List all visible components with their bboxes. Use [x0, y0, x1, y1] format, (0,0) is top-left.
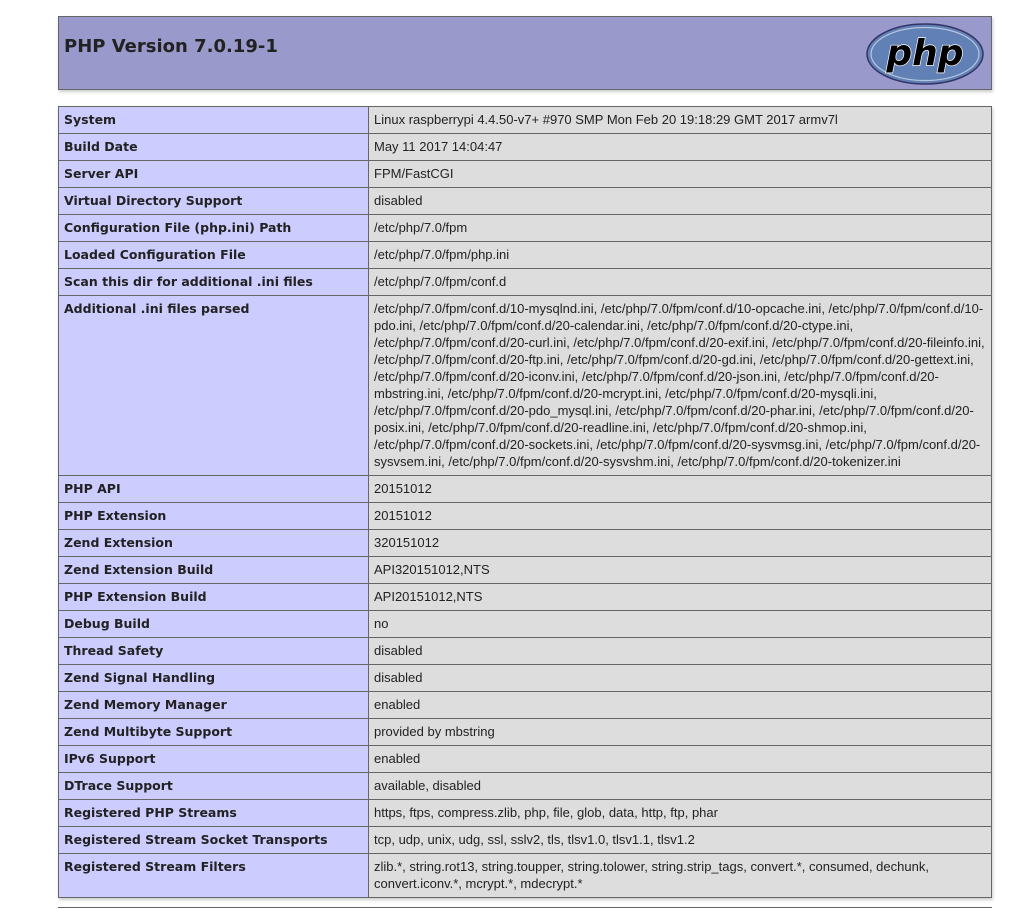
setting-name: Server API	[59, 161, 369, 188]
setting-name: DTrace Support	[59, 773, 369, 800]
setting-value: FPM/FastCGI	[369, 161, 992, 188]
table-row	[59, 242, 992, 269]
setting-name: Additional .ini files parsed	[59, 296, 369, 476]
setting-value: /etc/php/7.0/fpm/conf.d	[369, 269, 992, 296]
setting-value: API20151012,NTS	[369, 584, 992, 611]
table-row	[59, 584, 992, 611]
table-row	[59, 269, 992, 296]
setting-name: Registered Stream Filters	[59, 854, 369, 898]
php-logo[interactable]	[865, 22, 985, 86]
setting-name: Zend Extension Build	[59, 557, 369, 584]
setting-name: IPv6 Support	[59, 746, 369, 773]
table-row	[59, 773, 992, 800]
setting-name: Registered PHP Streams	[59, 800, 369, 827]
setting-value: https, ftps, compress.zlib, php, file, glob, data, http, ftp, phar	[369, 800, 992, 827]
page-title: PHP Version 7.0.19-1	[64, 36, 278, 57]
setting-value: /etc/php/7.0/fpm/php.ini	[369, 242, 992, 269]
setting-value: available, disabled	[369, 773, 992, 800]
setting-value: no	[369, 611, 992, 638]
table-row	[59, 665, 992, 692]
setting-value: disabled	[369, 188, 992, 215]
setting-name: Zend Memory Manager	[59, 692, 369, 719]
table-row	[59, 827, 992, 854]
table-row	[59, 530, 992, 557]
setting-value: 20151012	[369, 476, 992, 503]
setting-name: Zend Extension	[59, 530, 369, 557]
page-header	[58, 16, 992, 90]
php-logo-text: php	[886, 33, 964, 74]
setting-name: PHP API	[59, 476, 369, 503]
setting-value: May 11 2017 14:04:47	[369, 134, 992, 161]
setting-name: Build Date	[59, 134, 369, 161]
setting-value: 20151012	[369, 503, 992, 530]
table-row	[59, 476, 992, 503]
setting-name: Thread Safety	[59, 638, 369, 665]
setting-name: Registered Stream Socket Transports	[59, 827, 369, 854]
php-info-table	[58, 106, 992, 898]
setting-value: tcp, udp, unix, udg, ssl, sslv2, tls, tlsv1.0, tlsv1.1, tlsv1.2	[369, 827, 992, 854]
table-row	[59, 719, 992, 746]
setting-name: Debug Build	[59, 611, 369, 638]
setting-name: PHP Extension Build	[59, 584, 369, 611]
setting-value: provided by mbstring	[369, 719, 992, 746]
setting-value: disabled	[369, 638, 992, 665]
table-row	[59, 188, 992, 215]
setting-name: Configuration File (php.ini) Path	[59, 215, 369, 242]
table-row	[59, 161, 992, 188]
setting-name: Loaded Configuration File	[59, 242, 369, 269]
table-row	[59, 692, 992, 719]
setting-value: /etc/php/7.0/fpm	[369, 215, 992, 242]
table-row	[59, 503, 992, 530]
setting-name: Zend Signal Handling	[59, 665, 369, 692]
section-divider	[58, 907, 992, 908]
table-row	[59, 215, 992, 242]
table-row	[59, 638, 992, 665]
table-row	[59, 557, 992, 584]
table-row	[59, 746, 992, 773]
setting-value: disabled	[369, 665, 992, 692]
table-row	[59, 134, 992, 161]
table-row	[59, 107, 992, 134]
setting-name: Zend Multibyte Support	[59, 719, 369, 746]
setting-name: Scan this dir for additional .ini files	[59, 269, 369, 296]
table-row	[59, 854, 992, 898]
setting-value: enabled	[369, 746, 992, 773]
setting-name: System	[59, 107, 369, 134]
setting-value: API320151012,NTS	[369, 557, 992, 584]
table-row	[59, 611, 992, 638]
setting-name: PHP Extension	[59, 503, 369, 530]
setting-value: enabled	[369, 692, 992, 719]
setting-value: /etc/php/7.0/fpm/conf.d/10-mysqlnd.ini, /etc/php/7.0/fpm/conf.d/10-opcache.ini, /etc/php/7.0/fpm/conf.d/10-pdo.ini, /etc/php/7.0/fpm/conf.d/20-calendar.ini, /etc/php/7.0/fpm/conf.d/20-ctype.ini, /etc/php/7.0/fpm/conf.d/20-curl.ini, /etc/php/7.0/fpm/conf.d/20-exif.ini, /etc/php/7.0/fpm/conf.d/20-fileinfo.ini, /etc/php/7.0/fpm/conf.d/20-ftp.ini, /etc/php/7.0/fpm/conf.d/20-gd.ini, /etc/php/7.0/fpm/conf.d/20-gettext.ini, /etc/php/7.0/fpm/conf.d/20-iconv.ini, /etc/php/7.0/fpm/conf.d/20-json.ini, /etc/php/7.0/fpm/conf.d/20-mbstring.ini, /etc/php/7.0/fpm/conf.d/20-mcrypt.ini, /etc/php/7.0/fpm/conf.d/20-mysqli.ini, /etc/php/7.0/fpm/conf.d/20-pdo_mysql.ini, /etc/php/7.0/fpm/conf.d/20-phar.ini, /etc/php/7.0/fpm/conf.d/20-posix.ini, /etc/php/7.0/fpm/conf.d/20-readline.ini, /etc/php/7.0/fpm/conf.d/20-shmop.ini, /etc/php/7.0/fpm/conf.d/20-sockets.ini, /etc/php/7.0/fpm/conf.d/20-sysvmsg.ini, /etc/php/7.0/fpm/conf.d/20-sysvsem.ini, /etc/php/7.0/fpm/conf.d/20-sysvshm.ini, /etc/php/7.0/fpm/conf.d/20-tokenizer.ini	[369, 296, 992, 476]
table-row	[59, 296, 992, 476]
table-row	[59, 800, 992, 827]
setting-value: Linux raspberrypi 4.4.50-v7+ #970 SMP Mon Feb 20 19:18:29 GMT 2017 armv7l	[369, 107, 992, 134]
setting-value: 320151012	[369, 530, 992, 557]
setting-value: zlib.*, string.rot13, string.toupper, string.tolower, string.strip_tags, convert.*, consumed, dechunk, convert.iconv.*, mcrypt.*, mdecrypt.*	[369, 854, 992, 898]
setting-name: Virtual Directory Support	[59, 188, 369, 215]
